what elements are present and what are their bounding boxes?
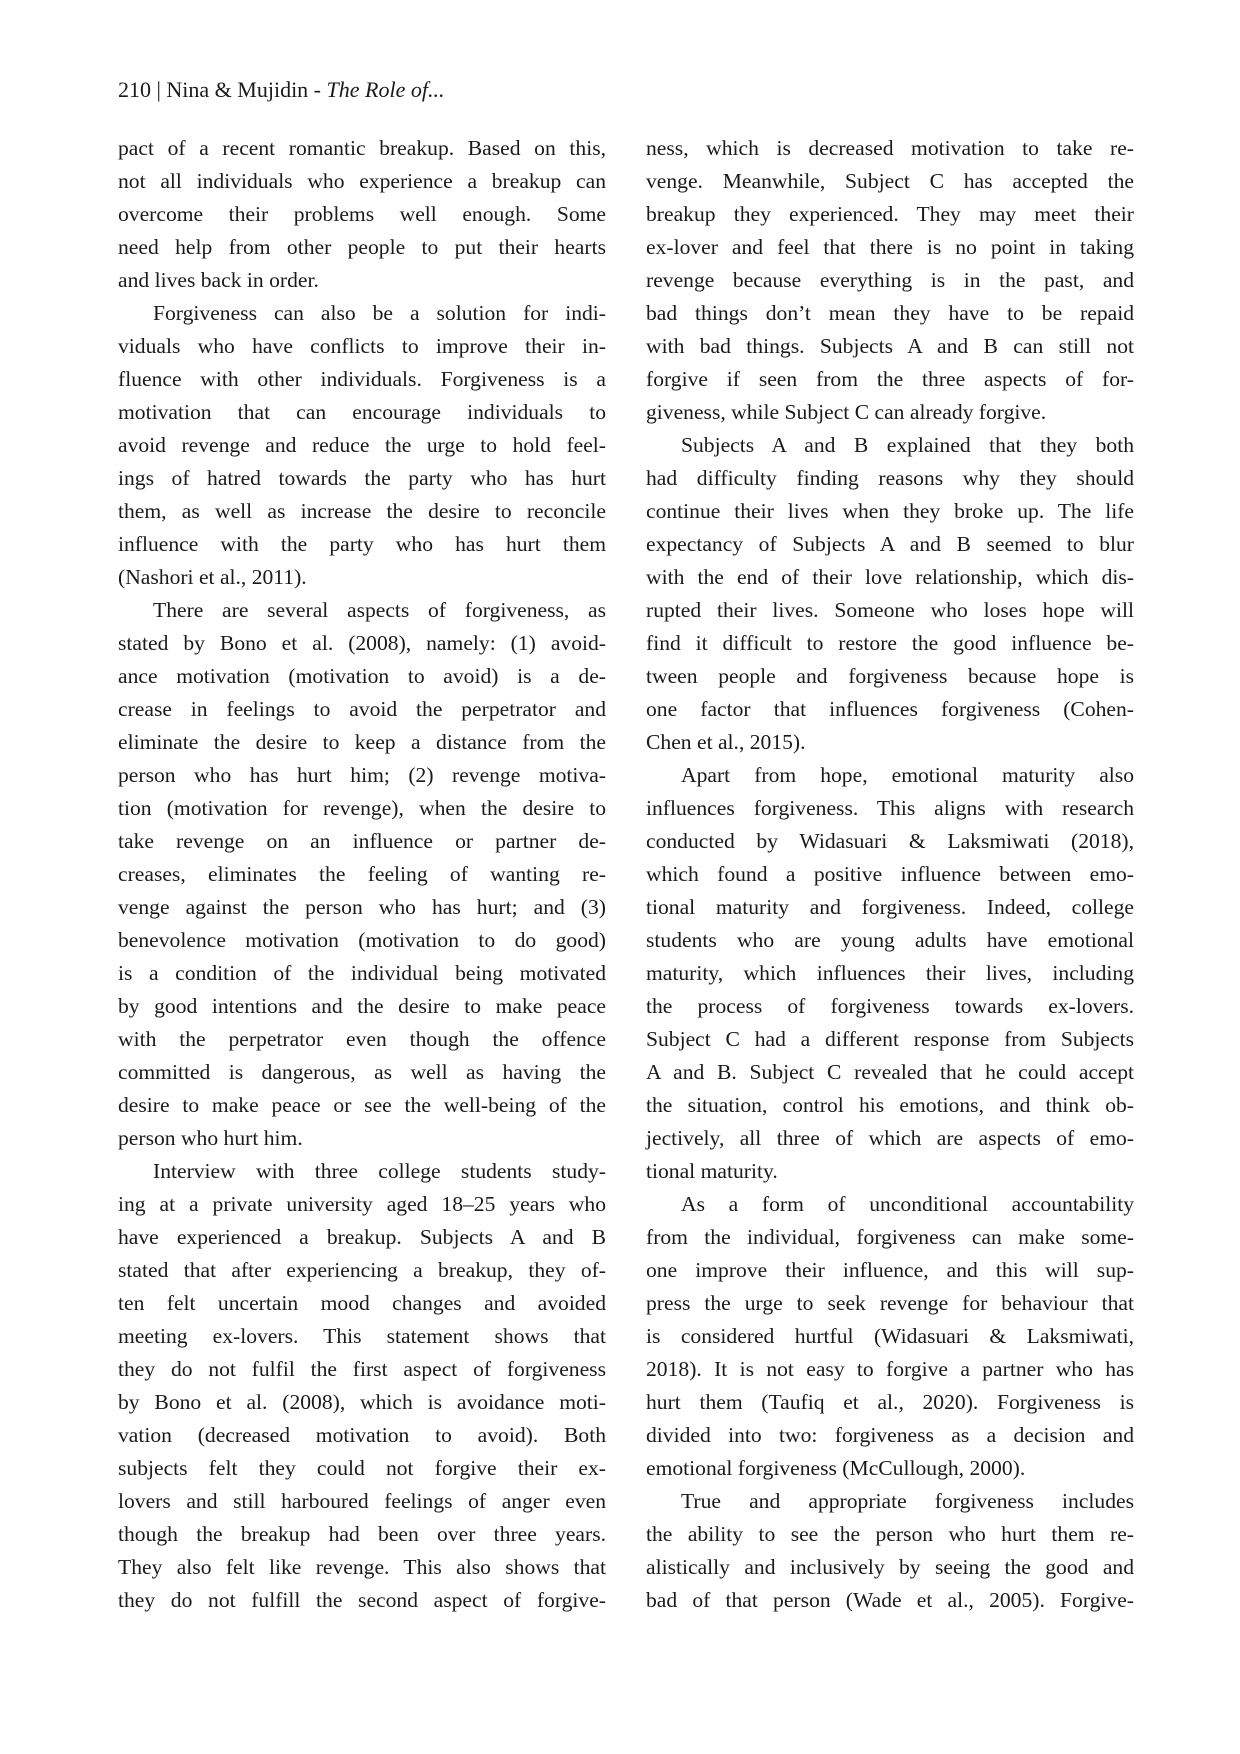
text-line: with the perpetrator even though the offence [118, 1027, 606, 1051]
page-number: 210 [118, 77, 151, 102]
text-line: Apart from hope, emotional maturity also [681, 763, 1134, 787]
text-line: maturity, which influences their lives, including [646, 961, 1134, 985]
text-line: and lives back in order. [118, 268, 319, 292]
text-line: students who are young adults have emotional [646, 928, 1134, 952]
text-line: 2018). It is not easy to forgive a partner who has [646, 1357, 1134, 1381]
running-header [118, 76, 444, 104]
text-line: from the individual, forgiveness can make some- [646, 1225, 1134, 1249]
header-separator: | [151, 77, 167, 102]
text-line: Forgiveness can also be a solution for indi- [153, 301, 606, 325]
text-line: ings of hatred towards the party who has hurt [118, 466, 606, 490]
text-line: press the urge to seek revenge for behaviour that [646, 1291, 1134, 1315]
text-line: with bad things. Subjects A and B can still not [646, 334, 1134, 358]
text-line: eliminate the desire to keep a distance from the [118, 730, 606, 754]
text-line: meeting ex-lovers. This statement shows that [118, 1324, 606, 1348]
text-line: As a form of unconditional accountability [681, 1192, 1134, 1216]
text-line: forgive if seen from the three aspects of for- [646, 367, 1134, 391]
paragraph [646, 132, 1134, 429]
paragraph [118, 132, 606, 297]
text-line: Subjects A and B explained that they both [681, 433, 1134, 457]
text-line: (Nashori et al., 2011). [118, 565, 307, 589]
paragraph [646, 1485, 1134, 1617]
text-line: not all individuals who experience a breakup can [118, 169, 606, 193]
text-line: tion (motivation for revenge), when the desire to [118, 796, 606, 820]
text-line: True and appropriate forgiveness includes [681, 1489, 1134, 1513]
text-line: tional maturity and forgiveness. Indeed, college [646, 895, 1134, 919]
right-column [646, 132, 1134, 1617]
text-line: Interview with three college students study- [153, 1159, 606, 1183]
text-line: by good intentions and the desire to make peace [118, 994, 606, 1018]
text-line: ten felt uncertain mood changes and avoided [118, 1291, 606, 1315]
text-line: They also felt like revenge. This also shows that [118, 1555, 606, 1579]
text-line: ness, which is decreased motivation to take re- [646, 136, 1134, 160]
text-line: bad of that person (Wade et al., 2005). Forgive- [646, 1588, 1134, 1612]
paragraph [118, 297, 606, 594]
text-line: motivation that can encourage individuals to [118, 400, 606, 424]
text-line: vation (decreased motivation to avoid). Both [118, 1423, 606, 1447]
text-line: hurt them (Taufiq et al., 2020). Forgiveness is [646, 1390, 1134, 1414]
text-line: avoid revenge and reduce the urge to hold feel- [118, 433, 606, 457]
text-line: is considered hurtful (Widasuari & Laksmiwati, [646, 1324, 1134, 1348]
paragraph [118, 594, 606, 1155]
left-column [118, 132, 606, 1617]
text-line: venge against the person who has hurt; and (3) [118, 895, 606, 919]
text-line: person who hurt him. [118, 1126, 303, 1150]
text-line: have experienced a breakup. Subjects A and B [118, 1225, 606, 1249]
text-line: breakup they experienced. They may meet their [646, 202, 1134, 226]
paragraph [118, 1155, 606, 1617]
text-line: ing at a private university aged 18–25 years who [118, 1192, 606, 1216]
text-line: divided into two: forgiveness as a decision and [646, 1423, 1134, 1447]
text-line: Chen et al., 2015). [646, 730, 806, 754]
text-line: one improve their influence, and this will sup- [646, 1258, 1134, 1282]
paragraph [646, 759, 1134, 1188]
text-line: alistically and inclusively by seeing the good and [646, 1555, 1134, 1579]
text-line: revenge because everything is in the past, and [646, 268, 1134, 292]
text-line: A and B. Subject C revealed that he could accept [646, 1060, 1134, 1084]
text-line: emotional forgiveness (McCullough, 2000). [646, 1456, 1026, 1480]
text-line: person who has hurt him; (2) revenge motiva- [118, 763, 606, 787]
text-line: stated by Bono et al. (2008), namely: (1) avoid- [118, 631, 606, 655]
text-line: There are several aspects of forgiveness, as [153, 598, 606, 622]
text-line: influences forgiveness. This aligns with research [646, 796, 1134, 820]
text-line: benevolence motivation (motivation to do good) [118, 928, 606, 952]
header-short-title: The Role of... [326, 77, 445, 102]
text-line: with the end of their love relationship, which dis- [646, 565, 1134, 589]
text-line: they do not fulfill the second aspect of forgive- [118, 1588, 606, 1612]
text-line: need help from other people to put their hearts [118, 235, 606, 259]
text-line: viduals who have conflicts to improve their in- [118, 334, 606, 358]
text-line: by Bono et al. (2008), which is avoidance moti- [118, 1390, 606, 1414]
text-line: them, as well as increase the desire to reconcile [118, 499, 606, 523]
text-line: had difficulty finding reasons why they should [646, 466, 1134, 490]
text-line: expectancy of Subjects A and B seemed to blur [646, 532, 1134, 556]
text-line: bad things don’t mean they have to be repaid [646, 301, 1134, 325]
text-line: one factor that influences forgiveness (Cohen- [646, 697, 1134, 721]
text-line: crease in feelings to avoid the perpetrator and [118, 697, 606, 721]
text-line: though the breakup had been over three years. [118, 1522, 606, 1546]
text-line: lovers and still harboured feelings of anger even [118, 1489, 606, 1513]
text-line: they do not fulfil the first aspect of forgiveness [118, 1357, 606, 1381]
text-line: which found a positive influence between emo- [646, 862, 1134, 886]
text-line: take revenge on an influence or partner de- [118, 829, 606, 853]
text-line: stated that after experiencing a breakup, they of- [118, 1258, 606, 1282]
text-line: is a condition of the individual being motivated [118, 961, 606, 985]
text-line: fluence with other individuals. Forgiveness is a [118, 367, 606, 391]
text-line: desire to make peace or see the well-being of the [118, 1093, 606, 1117]
text-line: the ability to see the person who hurt them re- [646, 1522, 1134, 1546]
text-line: subjects felt they could not forgive their ex- [118, 1456, 606, 1480]
header-authors: Nina & Mujidin - [166, 77, 327, 102]
text-line: tional maturity. [646, 1159, 778, 1183]
paragraph [646, 429, 1134, 759]
text-line: creases, eliminates the feeling of wanting re- [118, 862, 606, 886]
text-line: the process of forgiveness towards ex-lovers. [646, 994, 1134, 1018]
text-line: the situation, control his emotions, and think ob- [646, 1093, 1134, 1117]
text-line: tween people and forgiveness because hope is [646, 664, 1134, 688]
text-line: pact of a recent romantic breakup. Based on this, [118, 136, 606, 160]
text-line: overcome their problems well enough. Some [118, 202, 606, 226]
text-line: ex-lover and feel that there is no point in taking [646, 235, 1134, 259]
text-line: venge. Meanwhile, Subject C has accepted the [646, 169, 1134, 193]
paragraph [646, 1188, 1134, 1485]
text-line: influence with the party who has hurt them [118, 532, 606, 556]
text-line: find it difficult to restore the good influence be- [646, 631, 1134, 655]
text-line: rupted their lives. Someone who loses hope will [646, 598, 1134, 622]
text-line: giveness, while Subject C can already forgive. [646, 400, 1047, 424]
text-line: conducted by Widasuari & Laksmiwati (2018), [646, 829, 1134, 853]
text-line: jectively, all three of which are aspects of emo- [646, 1126, 1134, 1150]
text-line: ance motivation (motivation to avoid) is a de- [118, 664, 606, 688]
text-line: committed is dangerous, as well as having the [118, 1060, 606, 1084]
text-line: Subject C had a different response from Subjects [646, 1027, 1134, 1051]
text-line: continue their lives when they broke up. The life [646, 499, 1134, 523]
